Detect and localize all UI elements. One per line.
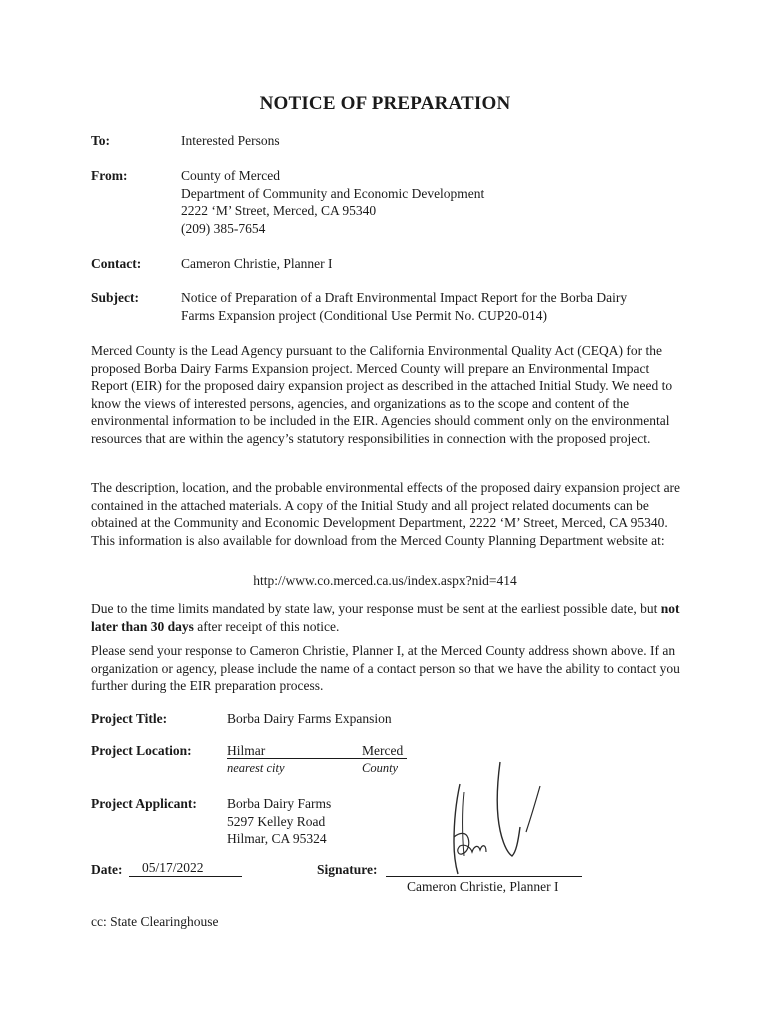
subject-line: Notice of Preparation of a Draft Environmental Impact Report for the Borba Dairy	[181, 290, 628, 305]
subject-line: Farms Expansion project (Conditional Use Permit No. CUP20-014)	[181, 307, 547, 323]
deadline-emphasis: not later than 30 days	[91, 601, 680, 634]
handwritten-signature	[440, 752, 560, 882]
project-title-label: Project Title:	[91, 711, 168, 726]
applicant-block	[227, 795, 331, 848]
city-caption: nearest city	[227, 761, 285, 775]
date-value: 05/17/2022	[142, 860, 204, 875]
subject-label: Subject:	[91, 290, 139, 305]
contact-value: Cameron Christie, Planner I	[181, 256, 333, 271]
contact-label: Contact:	[91, 256, 142, 271]
applicant-line: 5297 Kelley Road	[227, 813, 326, 829]
from-line: 2222 ‘M’ Street, Merced, CA 95340	[181, 203, 377, 218]
project-title-value: Borba Dairy Farms Expansion	[227, 711, 392, 726]
deadline-text-end: after receipt of this notice.	[193, 618, 340, 634]
signatory-name: Cameron Christie, Planner I	[407, 879, 559, 894]
to-value: Interested Persons	[181, 133, 280, 148]
document-title: NOTICE OF PREPARATION	[259, 93, 511, 114]
county-caption: County	[362, 761, 399, 775]
to-label: To:	[91, 133, 111, 148]
subject-block	[181, 289, 627, 324]
from-line: (209) 385-7654	[181, 220, 266, 236]
from-line: Department of Community and Economic Development	[181, 185, 485, 201]
cc-line: cc: State Clearinghouse	[91, 914, 219, 929]
applicant-line: Borba Dairy Farms	[227, 796, 332, 811]
location-line	[227, 742, 407, 760]
paragraph-response: Please send your response to Cameron Christie, Planner I, at the Merced County address shown above. If an organization or agency, please include the name of a contact person so that we have the ability to contact you further during the EIR preparation process.	[91, 643, 680, 693]
paragraph-description: The description, location, and the probable environmental effects of the proposed dairy expansion project are contained in the attached materials. A copy of the Initial Study and all project related documents can be obtained at the Community and Economic Development Department, 2222 ‘M’ Street, Merced, CA 95340. This information is also available for download from the Merced County Planning Department website at:	[91, 480, 681, 548]
from-label: From:	[91, 168, 128, 183]
location-underline	[227, 758, 407, 759]
deadline-text: Due to the time limits mandated by state law, your response must be sent at the earliest possible date, but	[91, 601, 661, 616]
paragraph-deadline	[91, 600, 681, 635]
project-applicant-label: Project Applicant:	[91, 796, 197, 811]
location-city: Hilmar	[227, 743, 266, 758]
project-location-label: Project Location:	[91, 743, 192, 758]
paragraph-lead-agency: Merced County is the Lead Agency pursuant to the California Environmental Quality Act (CEQA) for the proposed Borba Dairy Farms Expansion project. Merced County will prepare an Environmental Impact Report (EIR) for the proposed dairy expansion project as described in the attached Initial Study. We need to know the views of interested persons, agencies, and organizations as to the scope and content of the environmental information to be included in the EIR. Agencies should comment only on the environmental resources that are within the agency’s statutory responsibilities in connection with the proposed project.	[91, 343, 673, 446]
location-county: Merced	[362, 743, 404, 758]
website-link[interactable]: http://www.co.merced.ca.us/index.aspx?nid=414	[253, 573, 517, 588]
signature-label: Signature:	[317, 862, 378, 877]
applicant-line: Hilmar, CA 95324	[227, 831, 327, 846]
from-block	[181, 167, 484, 237]
date-label: Date:	[91, 862, 123, 877]
from-line: County of Merced	[181, 168, 280, 183]
